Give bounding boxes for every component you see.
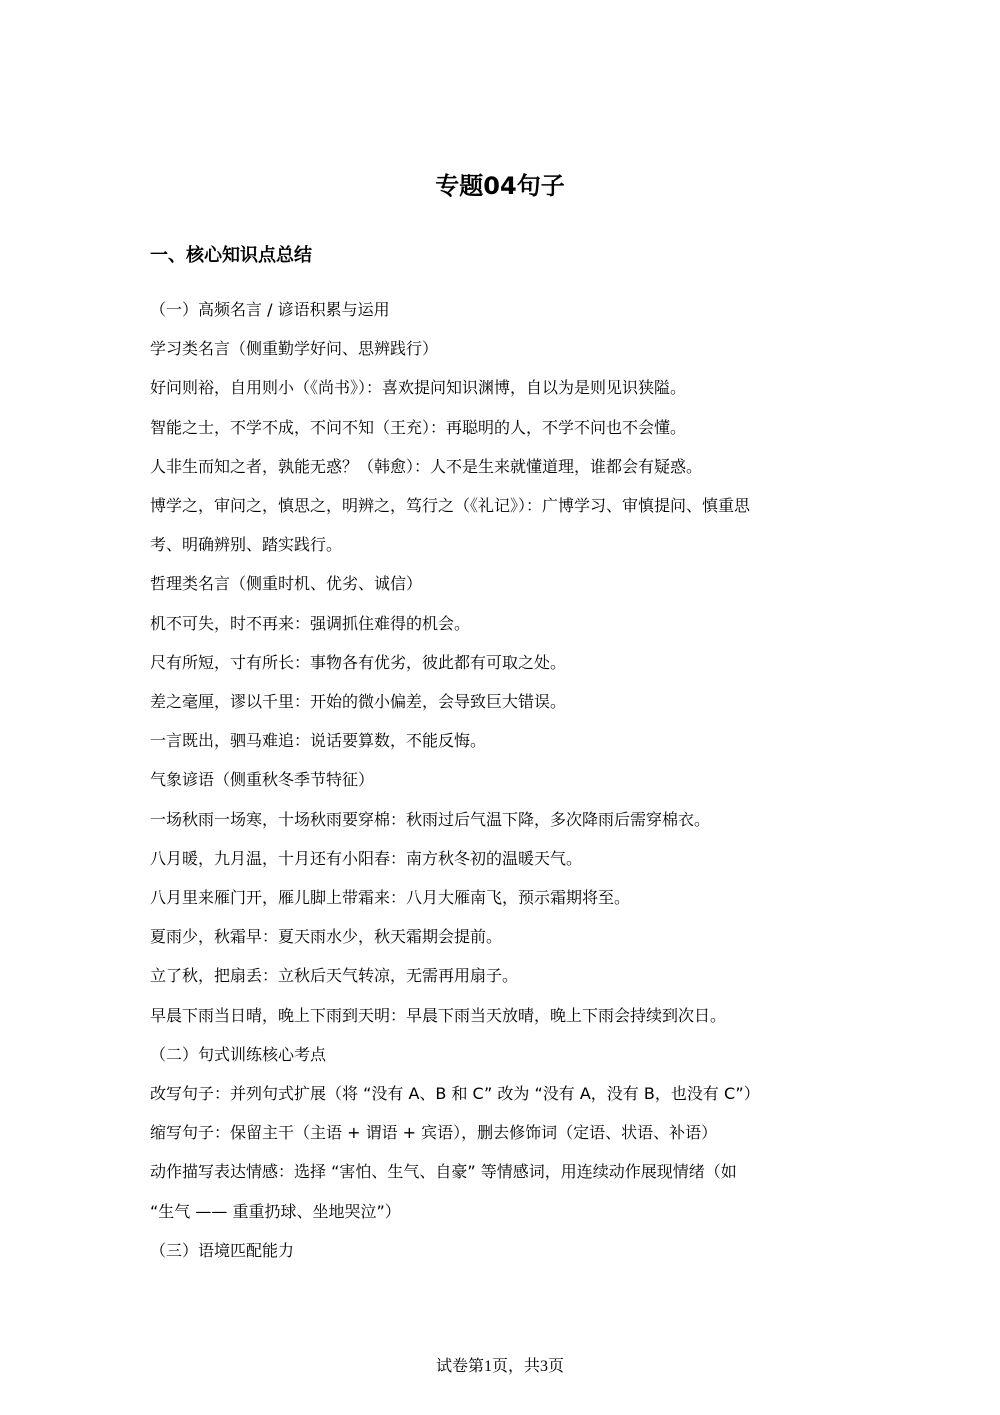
subsection-heading: （一）高频名言 / 谚语积累与运用 (150, 300, 390, 319)
text-line: 早晨下雨当日晴，晚上下雨到天明：早晨下雨当天放晴，晚上下雨会持续到次日。 (150, 1005, 727, 1025)
text-line: 缩写句子：保留主干（主语 + 谓语 + 宾语），删去修饰词（定语、状语、补语） (150, 1123, 718, 1143)
text-line: 动作描写表达情感：选择 “害怕、生气、自豪” 等情感词，用连续动作展现情绪（如 (150, 1162, 737, 1182)
text-line: 机不可失，时不再来：强调抓住难得的机会。 (150, 613, 471, 633)
subsection-heading: （二）句式训练核心考点 (150, 1044, 327, 1064)
document-body (150, 290, 850, 1270)
text-line: 尺有所短，寸有所长：事物各有优劣，彼此都有可取之处。 (150, 652, 567, 672)
text-line: 八月里来雁门开，雁儿脚上带霜来：八月大雁南飞，预示霜期将至。 (150, 888, 631, 908)
text-line: 博学之，审问之，慎思之，明辨之，笃行之（《礼记》）：广博学习、审慎提问、慎重思 (150, 496, 751, 516)
text-line: 立了秋，把扇丢：立秋后天气转凉，无需再用扇子。 (150, 966, 519, 986)
category-heading: 学习类名言（侧重勤学好问、思辨践行） (150, 339, 439, 359)
text-line: 一言既出，驷马难追：说话要算数，不能反悔。 (150, 731, 487, 751)
text-line: 八月暖，九月温，十月还有小阳春：南方秋冬初的温暖天气。 (150, 848, 583, 868)
text-line: 考、明确辨别、踏实践行。 (150, 535, 343, 555)
subsection-heading: （三）语境匹配能力 (150, 1240, 295, 1260)
text-line: 夏雨少，秋霜早：夏天雨水少，秋天霜期会提前。 (150, 927, 503, 947)
text-line: 差之毫厘，谬以千里：开始的微小偏差，会导致巨大错误。 (150, 692, 567, 712)
text-line: 人非生而知之者，孰能无惑？（韩愈）：人不是生来就懂道理，谁都会有疑惑。 (150, 456, 703, 476)
section-heading: 一、核心知识点总结 (150, 245, 312, 266)
text-line: 好问则裕，自用则小（《尚书》）：喜欢提问知识渊博，自以为是则见识狭隘。 (150, 378, 687, 398)
category-heading: 气象谚语（侧重秋冬季节特征） (150, 770, 375, 790)
page-footer: 试卷第1页，共3页 (435, 1358, 564, 1375)
category-heading: 哲理类名言（侧重时机、优劣、诚信） (150, 574, 423, 594)
text-line: 一场秋雨一场寒，十场秋雨要穿棉：秋雨过后气温下降，多次降雨后需穿棉衣。 (150, 809, 711, 829)
text-line: 智能之士，不学不成，不问不知（王充）：再聪明的人，不学不问也不会懂。 (150, 417, 687, 437)
text-line: 改写句子：并列句式扩展（将 “没有 A、B 和 C” 改为 “没有 A，没有 B，也没有 C”） (150, 1084, 760, 1104)
text-line: “生气 —— 重重扔球、坐地哭泣”） (150, 1201, 401, 1221)
page-title: 专题04句子 (435, 172, 565, 200)
